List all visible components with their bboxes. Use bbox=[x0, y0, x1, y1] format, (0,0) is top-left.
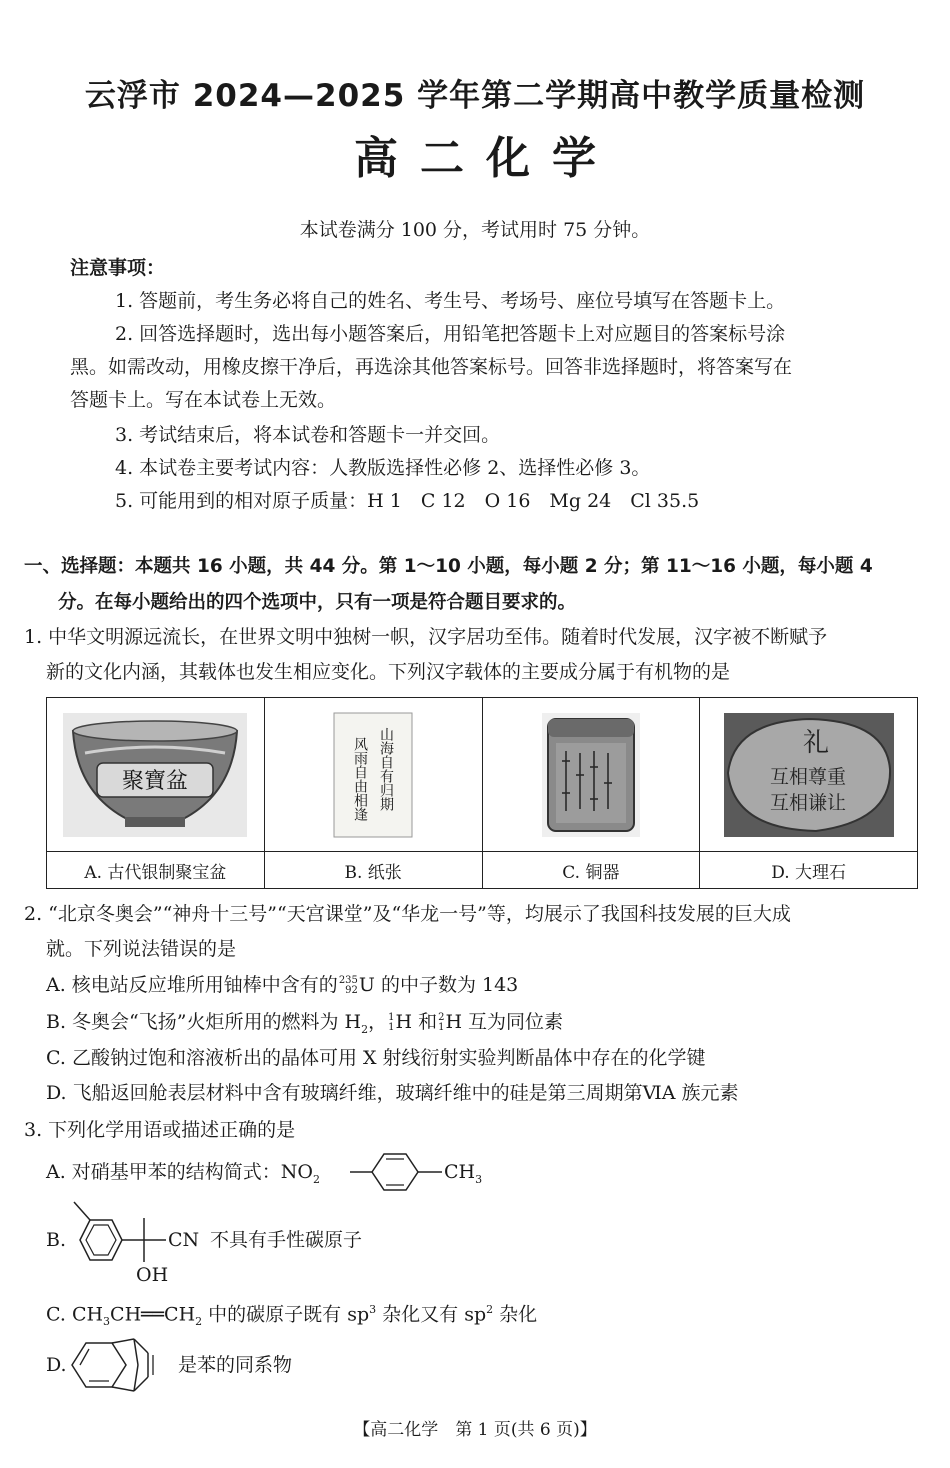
stone-row-2: 互相谦让 bbox=[769, 791, 846, 814]
q3-option-b-cn: CN bbox=[168, 1229, 200, 1251]
q3-stem: 3. 下列化学用语或描述正确的是 bbox=[24, 1119, 296, 1141]
option-b-image-cell bbox=[264, 698, 482, 852]
q2-option-b: B. 冬奥会“飞扬”火炬所用的燃料为 $H_2$， 1 1 H 和 2 1 H 互为同位素 bbox=[46, 1011, 564, 1036]
option-d-caption: D. 大理石 bbox=[700, 852, 918, 889]
q3-option-c: C. $CH_3CH══CH_2$ 中的碳原子既有 $sp^3$ 杂化又有 $sp^2$ 杂化 bbox=[46, 1303, 538, 1329]
option-d-image-cell bbox=[700, 698, 918, 852]
option-b-caption: B. 纸张 bbox=[264, 852, 482, 889]
notice-line: 黑。如需改动，用橡皮擦干净后，再选涂其他答案标号。回答非选择题时，将答案写在 bbox=[70, 356, 793, 378]
stone-row-1: 互相尊重 bbox=[769, 765, 846, 788]
q1-stem: 新的文化内涵，其载体也发生相应变化。下列汉字载体的主要成分属于有机物的是 bbox=[46, 661, 731, 683]
page-footer: 【高二化学 第 1 页(共 6 页)】 bbox=[353, 1420, 597, 1440]
q3-option-d-text: 是苯的同系物 bbox=[178, 1354, 293, 1376]
paper-column-2: 风雨自由相逢 bbox=[352, 736, 369, 821]
q1-options-table bbox=[46, 697, 918, 889]
notice-line: 2. 回答选择题时，选出每小题答案后，用铅笔把答题卡上对应题目的答案标号涂 bbox=[115, 323, 786, 345]
isotope-notation: 2 1 bbox=[438, 1012, 445, 1033]
bowl-inscription: 聚寶盆 bbox=[122, 768, 189, 794]
q3-option-b-label: B. bbox=[46, 1229, 67, 1251]
q2-option-c: C. 乙酸钠过饱和溶液析出的晶体可用 X 射线衍射实验判断晶体中存在的化学键 bbox=[46, 1047, 706, 1069]
exam-intro: 本试卷满分 100 分，考试用时 75 分钟。 bbox=[299, 219, 651, 241]
exam-title: 云浮市 2024—2025 学年第二学期高中教学质量检测 bbox=[84, 78, 866, 114]
q3-option-d-label: D. bbox=[46, 1354, 67, 1376]
section-heading: 分。在每小题给出的四个选项中，只有一项是符合题目要求的。 bbox=[58, 592, 577, 613]
option-a-caption: A. 古代银制聚宝盆 bbox=[47, 852, 265, 889]
notice-line: 4. 本试卷主要考试内容：人教版选择性必修 2、选择性必修 3。 bbox=[115, 457, 651, 479]
paper-calligraphy-image bbox=[334, 713, 412, 837]
benzene-ring-structure bbox=[350, 1150, 450, 1194]
q2-option-a: A. 核电站反应堆所用铀棒中含有的 235 92 U 的中子数为 143 bbox=[46, 974, 519, 996]
option-a-image-cell bbox=[47, 698, 265, 852]
q3-option-b-oh: OH bbox=[136, 1264, 169, 1286]
notice-heading: 注意事项： bbox=[70, 257, 166, 279]
copper-box-image bbox=[542, 713, 640, 837]
q3-option-a: A. 对硝基甲苯的结构简式：$NO_2$ bbox=[46, 1161, 321, 1186]
isotope-notation: 1 1 bbox=[388, 1012, 395, 1033]
notice-line: 答题卡上。写在本试卷上无效。 bbox=[70, 389, 337, 411]
notice-line: 3. 考试结束后，将本试卷和答题卡一并交回。 bbox=[115, 424, 501, 446]
q3-option-a-methyl: $CH_3$ bbox=[444, 1161, 483, 1186]
isotope-notation: 235 92 bbox=[338, 975, 358, 996]
notice-line: 5. 可能用到的相对原子质量：H 1 C 12 O 16 Mg 24 Cl 35.5 bbox=[115, 490, 700, 512]
option-c-image-cell bbox=[482, 698, 700, 852]
bicyclic-aromatic-structure bbox=[68, 1333, 180, 1397]
notice-line: 1. 答题前，考生务必将自己的姓名、考生号、考场号、座位号填写在答题卡上。 bbox=[115, 290, 786, 312]
paper-column-1: 山海自有归期 bbox=[378, 726, 395, 811]
stone-top-char: 礼 bbox=[802, 727, 829, 758]
q3-option-b-text: 不具有手性碳原子 bbox=[210, 1229, 363, 1251]
q2-stem: 就。下列说法错误的是 bbox=[46, 938, 237, 960]
option-c-caption: C. 铜器 bbox=[482, 852, 700, 889]
q2-stem: 2. “北京冬奥会”“神舟十三号”“天宫课堂”及“华龙一号”等，均展示了我国科技发展的巨大成 bbox=[24, 903, 791, 925]
subject-title: 高二化学 bbox=[354, 133, 618, 184]
q1-stem: 1. 中华文明源远流长，在世界文明中独树一帜，汉字居功至伟。随着时代发展，汉字被不断赋予 bbox=[24, 626, 828, 648]
marble-stone-image bbox=[724, 713, 894, 837]
silver-bowl-image bbox=[63, 713, 247, 837]
section-heading: 一、选择题：本题共 16 小题，共 44 分。第 1～10 小题，每小题 2 分；第 11～16 小题，每小题 4 bbox=[24, 556, 873, 577]
q2-option-d: D. 飞船返回舱表层材料中含有玻璃纤维，玻璃纤维中的硅是第三周期第ⅥA 族元素 bbox=[46, 1082, 739, 1104]
